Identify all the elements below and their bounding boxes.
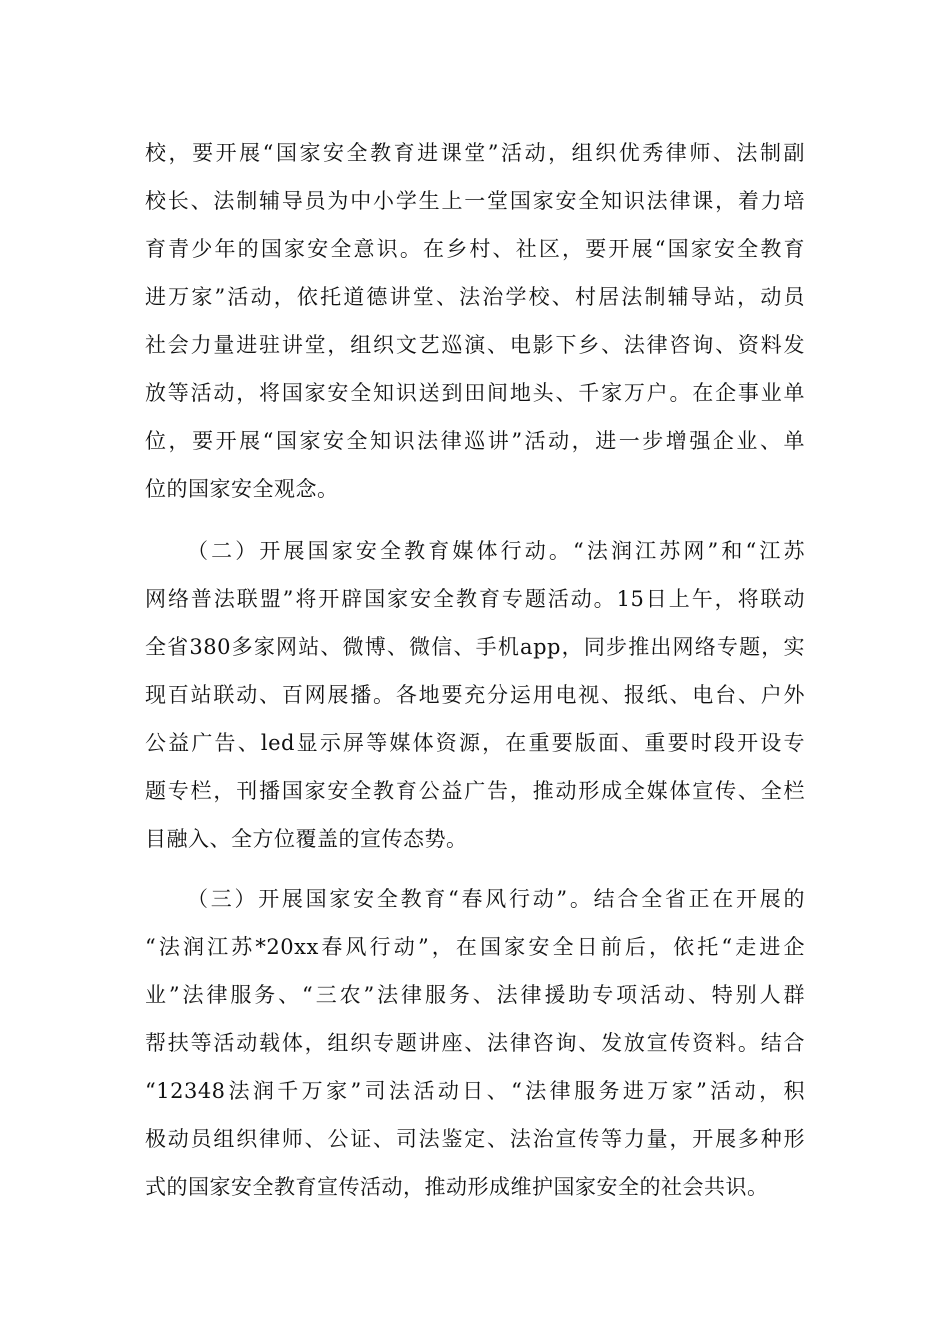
- paragraph-1-line-4: 进万家”活动，依托道德讲堂、法治学校、村居法制辅导站，动员: [145, 285, 805, 309]
- paragraph-1-line-2: 校长、法制辅导员为中小学生上一堂国家安全知识法律课，着力培: [145, 189, 805, 213]
- paragraph-1-line-5: 社会力量进驻讲堂，组织文艺巡演、电影下乡、法律咨询、资料发: [145, 333, 805, 357]
- paragraph-1-line-7: 位，要开展“国家安全知识法律巡讲”活动，进一步增强企业、单: [145, 429, 805, 453]
- paragraph-2-line-1: （二）开展国家安全教育媒体行动。“法润江苏网”和“江苏: [187, 539, 805, 563]
- paragraph-2-line-2: 网络普法联盟”将开辟国家安全教育专题活动。15日上午，将联动: [145, 587, 805, 611]
- paragraph-3-line-6: 极动员组织律师、公证、司法鉴定、法治宣传等力量，开展多种形: [145, 1127, 805, 1151]
- paragraph-2-line-4: 现百站联动、百网展播。各地要充分运用电视、报纸、电台、户外: [145, 683, 805, 707]
- paragraph-2-line-3: 全省380多家网站、微博、微信、手机app，同步推出网络专题，实: [145, 635, 805, 659]
- paragraph-1-line-6: 放等活动，将国家安全知识送到田间地头、千家万户。在企事业单: [145, 381, 805, 405]
- paragraph-1-line-3: 育青少年的国家安全意识。在乡村、社区，要开展“国家安全教育: [145, 237, 805, 261]
- paragraph-2-line-6: 题专栏，刊播国家安全教育公益广告，推动形成全媒体宣传、全栏: [145, 779, 805, 803]
- paragraph-2-line-5: 公益广告、led显示屏等媒体资源，在重要版面、重要时段开设专: [145, 731, 805, 755]
- paragraph-3-line-2: “法润江苏*20xx春风行动”，在国家安全日前后，依托“走进企: [145, 935, 805, 959]
- paragraph-3-line-3: 业”法律服务、“三农”法律服务、法律援助专项活动、特别人群: [145, 983, 805, 1007]
- paragraph-3-line-1: （三）开展国家安全教育“春风行动”。结合全省正在开展的: [187, 887, 805, 911]
- paragraph-2-line-7: 目融入、全方位覆盖的宣传态势。: [145, 827, 468, 851]
- paragraph-3-line-4: 帮扶等活动载体，组织专题讲座、法律咨询、发放宣传资料。结合: [145, 1031, 805, 1055]
- paragraph-3-line-7: 式的国家安全教育宣传活动，推动形成维护国家安全的社会共识。: [145, 1175, 769, 1199]
- paragraph-1-line-1: 校，要开展“国家安全教育进课堂”活动，组织优秀律师、法制副: [145, 141, 805, 165]
- paragraph-3-line-5: “12348法润千万家”司法活动日、“法律服务进万家”活动，积: [145, 1079, 805, 1103]
- paragraph-1-line-8: 位的国家安全观念。: [145, 477, 339, 501]
